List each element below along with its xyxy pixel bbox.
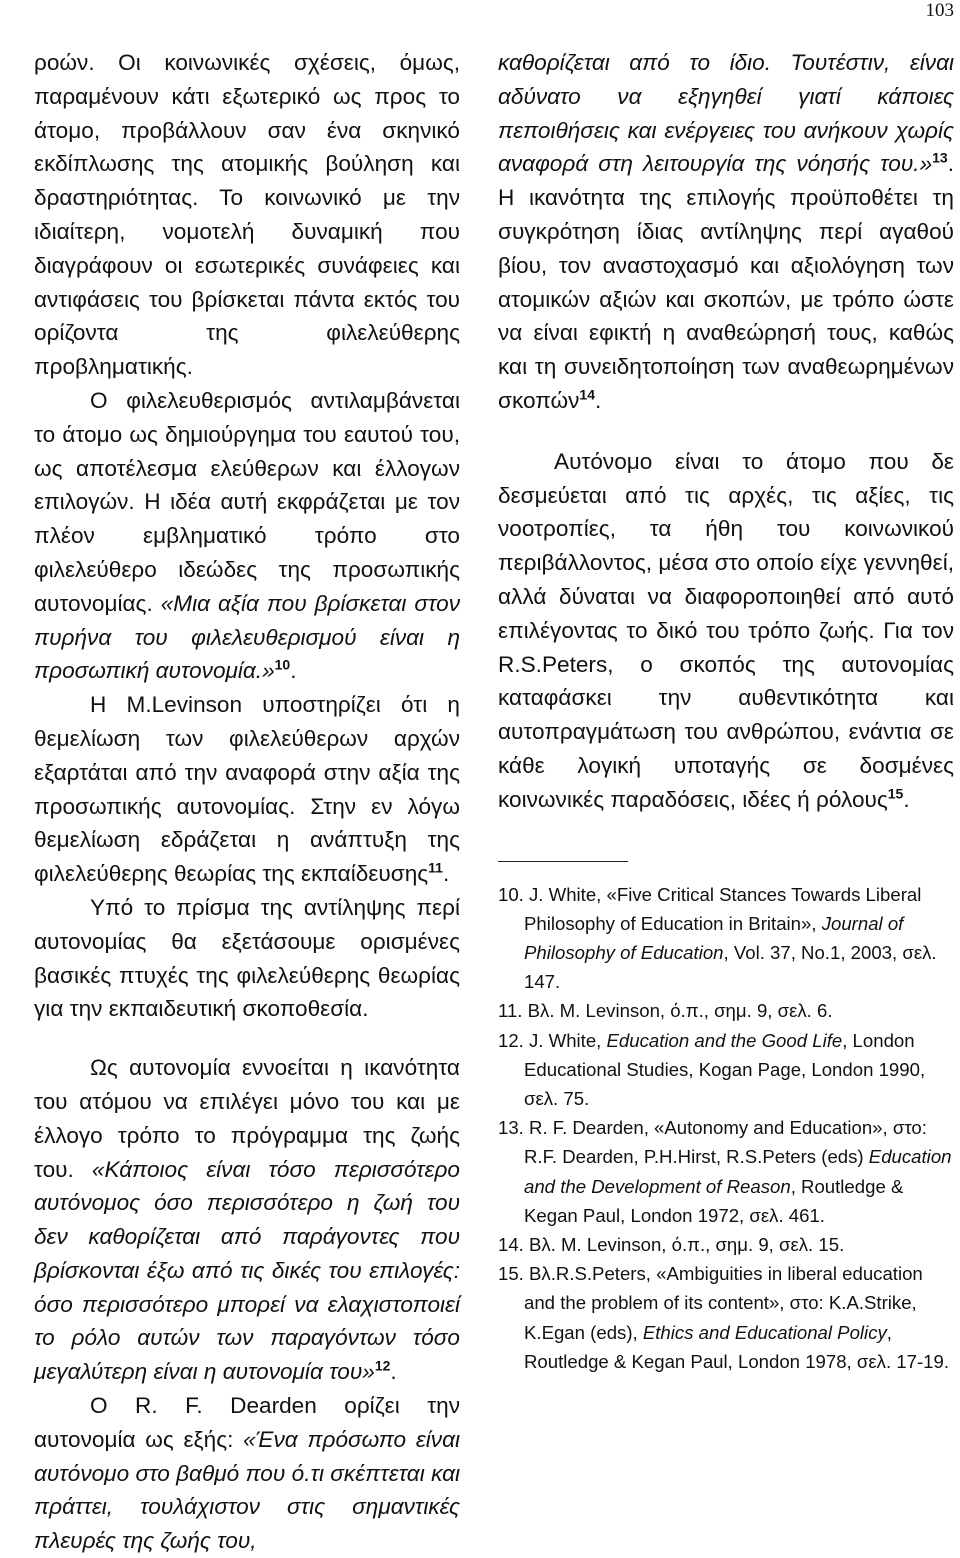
footnote-title: Journal of Philosophy of Education (524, 912, 904, 963)
footnote (498, 1026, 954, 1114)
paragraph (34, 688, 460, 891)
footnote-text: 11. Βλ. M. Levinson, ό.π., σημ. 9, σελ. 6. (498, 1000, 833, 1022)
quotation: καθορίζεται από το ίδιο. Τουτέστιν, είναι αδύνατο να εξηγηθεί γιατί κάποιες πεποιθήσεις και ενέργειες του ανήκουν χωρίς αναφορά στη λειτουργία της νόησής του.» (498, 50, 954, 177)
paragraph-text: Ως αυτονομία εννοείται η ικανότητα του ατόμου να επιλέγει μόνο του και με έλλογο τρόπο το πρόγραμμα της ζωής του. (34, 1055, 460, 1182)
quotation: «Μια αξία που βρίσκεται στον πυρήνα του φιλελευθερισμού είναι η προσωπική αυτονομία.» (34, 590, 460, 684)
footnote-separator (498, 861, 628, 862)
paragraph (34, 1051, 460, 1389)
paragraph (498, 445, 954, 817)
paragraph-text: . Η ικανότητα της επιλογής προϋποθέτει τη συγκρότηση ίδιας αντίληψης περί αγαθού βίου, τον αναστοχασμό και αξιολόγηση των ατομικών αξιών και σκοπών, με τρόπο ώστε να είναι εφικτή η αναθεώρησή τους, καθώς και τη συνειδητοποίηση των αναθεωρημένων σκοπών (498, 151, 954, 413)
paragraph-text: . (442, 861, 450, 887)
page-number: 103 (925, 0, 954, 21)
footnote-ref: 14 (579, 386, 595, 403)
paragraph-text: . (290, 658, 297, 684)
footnote-ref: 10 (274, 656, 291, 673)
footnote-ref: 13 (932, 149, 948, 166)
left-column (34, 46, 460, 1558)
footnote-text: 10. J. White, «Five Critical Stances Towards Liberal Philosophy of Education in Britain», (498, 883, 922, 934)
footnote-title: Education and the Good Life (606, 1029, 843, 1051)
footnote-ref: 15 (887, 785, 904, 802)
footnote-text: , Vol. 37, No.1, 2003, σελ. 147. (524, 941, 937, 993)
paragraph: ροών. Οι κοινωνικές σχέσεις, όμως, παραμένουν κάτι εξωτερικό ως προς το άτομο, προβάλλουν σαν ένα σκηνικό εκδίπλωσης της ατομικής βούληση και δραστηριότητας. Το κοινωνικό με την ιδιαίτερη, νομοτελή δυναμική που διαγράφουν οι εσωτερικές συνάφειες και αντιφάσεις του βρίσκεται πάντα εκτός του ορίζοντα της φιλελεύθερης προβληματικής. (34, 50, 460, 380)
paragraph-text: Ο R. F. Dearden ορίζει την αυτονομία ως εξής: (34, 1393, 460, 1452)
footnote-ref: 11 (428, 859, 443, 876)
footnote-text: , London Educational Studies, Kogan Page, London 1990, σελ. 75. (524, 1029, 926, 1109)
footnote (498, 1259, 954, 1376)
paragraph-text: Η M.Levinson υποστηρίζει ότι η θεμελίωση των φιλελεύθερων αρχών εξαρτάται από την αναφορά στην αξία της προσωπικής αυτονομίας. Στην εν λόγω θεμελίωση εδράζεται η ανάπτυξη της φιλελεύθερης θεωρίας της εκπαίδευσης (34, 692, 460, 887)
footnotes (498, 880, 954, 1376)
paragraph (34, 384, 460, 688)
footnote-text: , Routledge & Kegan Paul, London 1978, σελ. 17-19. (524, 1321, 950, 1372)
footnote-title: Ethics and Educational Policy (642, 1321, 887, 1343)
footnote-ref: 12 (374, 1357, 391, 1374)
quotation: «Ένα πρόσωπο είναι αυτόνομο στο βαθμό που ό.τι σκέπτεται και πράττει, τουλάχιστον στις σημαντικές πλευρές της ζωής του, (34, 1426, 460, 1554)
paragraph-text: . (390, 1359, 397, 1385)
footnote (498, 880, 954, 997)
footnote (498, 1230, 954, 1259)
footnote-text: 13. R. F. Dearden, «Autonomy and Education», στο: R.F. Dearden, P.H.Hirst, R.S.Peters (eds) (498, 1117, 927, 1168)
footnote-title: Education and the Development of Reason (524, 1146, 952, 1197)
quotation: «Κάποιος είναι τόσο περισσότερο αυτόνομος όσο περισσότερο η ζωή του δεν καθορίζεται από παράγοντες που βρίσκονται έξω από τις δικές του επιλογές: όσο περισσότερο μπορεί να ελαχιστοποιεί το ρόλο αυτών των παραγόντων τόσο μεγαλύτερη είναι η αυτονομία του» (34, 1156, 460, 1385)
paragraph: Υπό το πρίσμα της αντίληψης περί αυτονομίας θα εξετάσουμε ορισμένες βασικές πτυχές της φιλελεύθερης θεωρίας για την εκπαιδευτική σκοποθεσία. (34, 894, 460, 1022)
paragraph (498, 46, 954, 418)
right-column (498, 46, 954, 1376)
footnote (498, 996, 954, 1025)
footnote-text: 14. Βλ. M. Levinson, ό.π., σημ. 9, σελ. 15. (498, 1233, 845, 1255)
paragraph-text: Αυτόνομο είναι το άτομο που δε δεσμεύεται από τις αρχές, τις αξίες, τις νοοτροπίες, τα ήθη του κοινωνικού περιβάλλοντος, μέσα στο οποίο είχε γεννηθεί, αλλά δύναται να διαφοροποιηθεί από αυτό επιλέγοντας το δικό του τρόπο ζωής. Για τον R.S.Peters, ο σκοπός της αυτονομίας καταφάσκει την αυθεντικότητα και αυτοπραγμάτωση του ανθρώπου, ενάντια σε κάθε λογική υποταγής σε δοσμένες κοινωνικές παραδόσεις, ιδέες ή ρόλους (498, 448, 954, 812)
paragraph-text: . (903, 786, 910, 812)
paragraph (34, 1389, 460, 1558)
footnote-text: , Routledge & Kegan Paul, London 1972, σελ. 461. (524, 1175, 904, 1226)
footnote-text: 12. J. White, (498, 1029, 607, 1051)
paragraph-text: Ο φιλελευθερισμός αντιλαμβάνεται το άτομο ως δημιούργημα του εαυτού του, ως αποτέλεσμα ελεύθερων και έλλογων επιλογών. Η ιδέα αυτή εκφράζεται με τον πλέον εμβληματικό τρόπο στο φιλελεύθερο ιδεώδες της προσωπικής αυτονομίας. (34, 387, 460, 616)
footnote (498, 1113, 954, 1230)
paragraph-text: . (595, 387, 602, 413)
footnote-text: 15. Βλ.R.S.Peters, «Ambiguities in liberal education and the problem of its content», στο: K.A.Strike, K.Egan (eds), (498, 1263, 923, 1343)
